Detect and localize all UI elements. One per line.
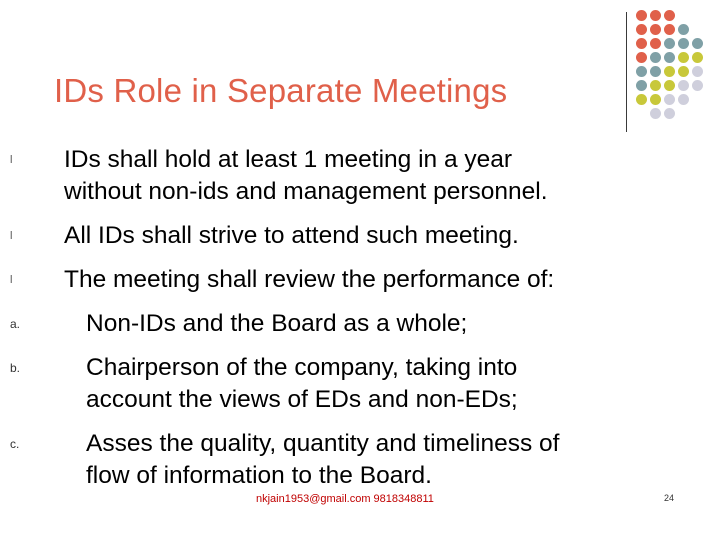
- decorative-dot: [650, 24, 661, 35]
- decorative-dot: [636, 80, 647, 91]
- decorative-dot: [636, 66, 647, 77]
- sub-item-marker: c.: [10, 437, 20, 451]
- decorative-dot: [664, 24, 675, 35]
- decorative-dot: [650, 52, 661, 63]
- list-item-line: account the views of EDs and non-EDs;: [86, 386, 518, 413]
- decorative-dot: [692, 66, 703, 77]
- decorative-divider: [626, 12, 627, 132]
- list-item-line: flow of information to the Board.: [86, 462, 432, 489]
- bullet-marker: l: [10, 274, 13, 286]
- decorative-dot: [650, 66, 661, 77]
- list-item-line: All IDs shall strive to attend such meeting.: [64, 222, 519, 249]
- list-item-line: IDs shall hold at least 1 meeting in a year: [64, 146, 513, 173]
- decorative-dot: [664, 52, 675, 63]
- sub-item-marker: b.: [10, 361, 21, 375]
- decorative-dot: [650, 80, 661, 91]
- decorative-dot: [636, 52, 647, 63]
- page-number: 24: [664, 493, 675, 503]
- decorative-dot: [678, 38, 689, 49]
- footer-contact: nkjain1953@gmail.com 9818348811: [256, 493, 434, 505]
- decorative-dot: [664, 108, 675, 119]
- decorative-dot: [650, 94, 661, 105]
- decorative-dot: [650, 10, 661, 21]
- decorative-dot: [664, 38, 675, 49]
- decorative-dot: [678, 80, 689, 91]
- list-item-line: Chairperson of the company, taking into: [86, 354, 518, 381]
- decorative-dot: [692, 38, 703, 49]
- decorative-dot: [678, 94, 689, 105]
- slide-title: IDs Role in Separate Meetings: [54, 72, 508, 109]
- decorative-dot: [678, 24, 689, 35]
- list-item-line: without non-ids and management personnel.: [64, 178, 548, 205]
- list-item-line: Asses the quality, quantity and timeliness of: [86, 430, 560, 457]
- decorative-dot: [664, 94, 675, 105]
- decorative-dot: [650, 38, 661, 49]
- sub-item-marker: a.: [10, 317, 21, 331]
- decorative-dot: [664, 10, 675, 21]
- bullet-marker: l: [10, 154, 13, 166]
- decorative-dot-grid: [636, 10, 720, 130]
- decorative-dot: [636, 24, 647, 35]
- decorative-dot: [636, 10, 647, 21]
- decorative-dot: [664, 80, 675, 91]
- decorative-dot: [678, 52, 689, 63]
- decorative-dot: [678, 66, 689, 77]
- decorative-dot: [636, 38, 647, 49]
- decorative-dot: [692, 52, 703, 63]
- list-item-line: The meeting shall review the performance of:: [64, 266, 555, 293]
- decorative-dot: [664, 66, 675, 77]
- decorative-dot: [692, 80, 703, 91]
- bullet-marker: l: [10, 230, 13, 242]
- decorative-dot: [650, 108, 661, 119]
- decorative-dot: [636, 94, 647, 105]
- list-item-line: Non-IDs and the Board as a whole;: [86, 310, 468, 337]
